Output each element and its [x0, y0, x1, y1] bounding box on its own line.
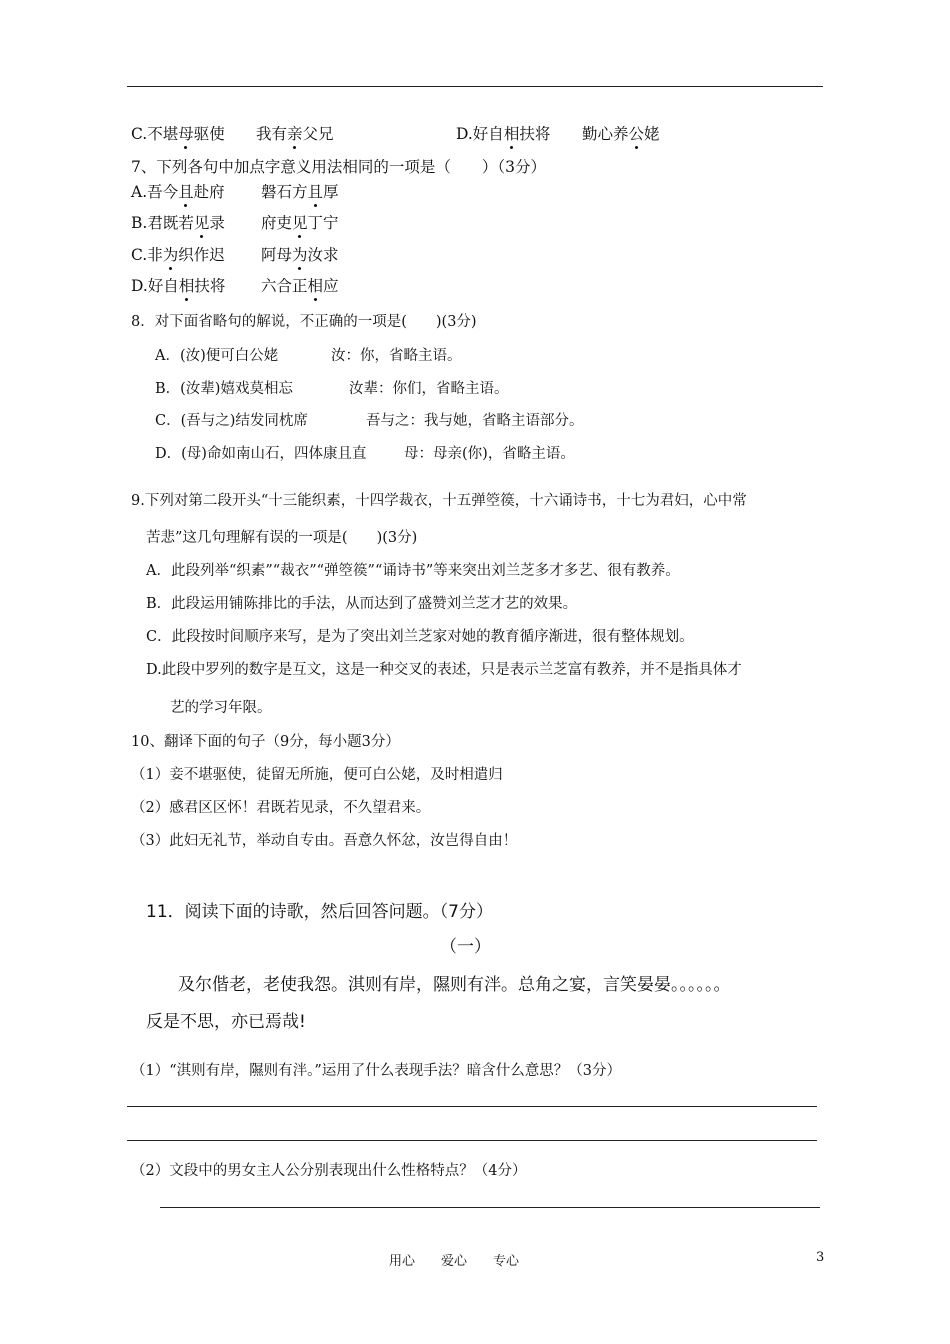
q9-stem-line1: 9.下列对第二段开头“十三能织素，十四学裁衣，十五弹箜篌，十六诵诗书，十七为君妇，心中常 [131, 493, 747, 509]
q7-option-d-right: 六合正相应 [261, 274, 339, 296]
q11-poem-line1: 及尔偕老，老使我怨。淇则有岸，隰则有泮。总角之宴，言笑晏晏。。。。。。 [178, 975, 731, 995]
q6-option-d-right: 勤心养公姥 [582, 122, 660, 144]
page-number: 3 [816, 1250, 825, 1265]
q7-option-c-right: 阿母为汝求 [261, 243, 339, 265]
q8-option-c: C．(吾与之)结发同枕席 [155, 413, 308, 429]
q11-section-heading: （一） [440, 937, 491, 957]
q6-option-c-left: C.不堪母驱使 [131, 125, 225, 143]
q8-option-a: A．(汝)便可白公姥 [155, 348, 279, 364]
q6-option-c [131, 122, 225, 144]
q7-option-a-right: 磐石方且厚 [261, 180, 339, 202]
q7-option-c: C.非为织作迟 [131, 243, 225, 265]
q10-stem: 10、翻译下面的句子（9分，每小题3分） [131, 734, 400, 750]
q11-stem: 11．阅读下面的诗歌，然后回答问题。（7分） [146, 902, 493, 922]
q7-option-a: A.吾今且赴府 [131, 180, 225, 202]
q9-option-d-line2: 艺的学习年限。 [170, 700, 272, 716]
answer-line-2 [127, 1140, 817, 1141]
q7-stem: 7、下列各句中加点字意义用法相同的一项是（ ）（3分） [131, 158, 546, 176]
q6-option-c-right: 我有亲父兄 [256, 122, 334, 144]
q10-item-1: （1）妾不堪驱使，徒留无所施，便可白公姥，及时相遣归 [131, 767, 503, 783]
q9-stem-line2: 苦悲”这几句理解有误的一项是( )(3分) [146, 530, 418, 546]
q8-option-a-explain: 汝：你，省略主语。 [331, 348, 462, 364]
q9-option-c: C．此段按时间顺序来写，是为了突出刘兰芝家对她的教育循序渐进，很有整体规划。 [146, 629, 694, 645]
header-rule [127, 86, 823, 87]
q9-option-a: A．此段列举“织素”“裁衣”“弹箜篌”“诵诗书”等来突出刘兰芝多才多艺、很有教养。 [146, 563, 680, 579]
q9-option-d-line1: D.此段中罗列的数字是互文，这是一种交叉的表述，只是表示兰芝富有教养，并不是指具体才 [146, 662, 742, 678]
q7-option-d: D.好自相扶将 [131, 274, 225, 296]
q6-option-d: D.好自相扶将 [456, 122, 550, 144]
q11-sub-question-1: （1）“淇则有岸，隰则有泮。”运用了什么表现手法？暗含什么意思？（3分） [131, 1063, 622, 1079]
q9-option-b: B．此段运用铺陈排比的手法，从而达到了盛赞刘兰芝才艺的效果。 [146, 596, 578, 612]
q8-option-c-explain: 吾与之：我与她，省略主语部分。 [366, 413, 584, 429]
q8-option-b-explain: 汝辈：你们，省略主语。 [349, 381, 509, 397]
q11-sub-question-2: （2）文段中的男女主人公分别表现出什么性格特点？（4分） [131, 1163, 527, 1179]
q11-poem-line2: 反是不思，亦已焉哉! [146, 1012, 306, 1032]
q8-option-d: D．(母)命如南山石，四体康且直 [155, 446, 367, 462]
footer-motto: 用心 爱心 专心 [389, 1254, 520, 1269]
q7-option-b: B.君既若见录 [131, 211, 225, 233]
q10-item-3: （3）此妇无礼节，举动自专由。吾意久怀忿，汝岂得自由！ [131, 833, 518, 849]
q10-item-2: （2）感君区区怀！君既若见录，不久望君来。 [131, 800, 431, 816]
q8-option-b: B．(汝辈)嬉戏莫相忘 [155, 381, 293, 397]
q7-option-b-right: 府吏见丁宁 [261, 211, 339, 233]
answer-line-3 [160, 1207, 820, 1208]
answer-line-1 [127, 1106, 817, 1107]
q8-option-d-explain: 母：母亲(你)，省略主语。 [404, 446, 575, 462]
q8-stem: 8．对下面省略句的解说，不正确的一项是( )(3分) [131, 314, 477, 330]
